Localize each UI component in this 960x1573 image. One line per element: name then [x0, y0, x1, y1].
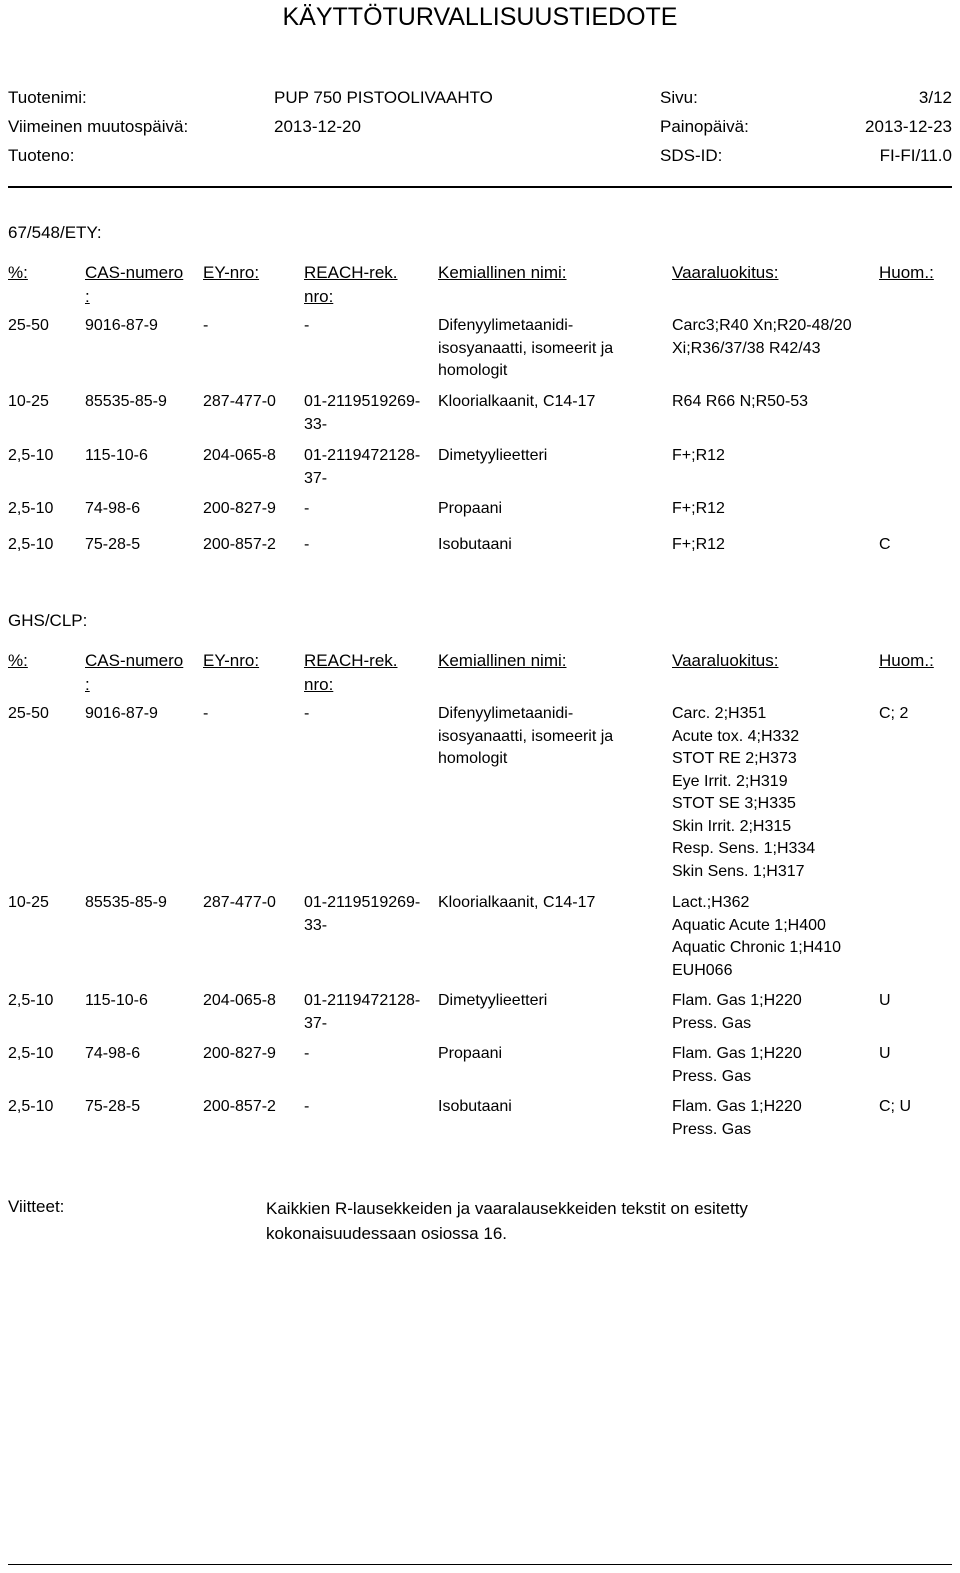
- header-cas-number: CAS-numero :: [85, 263, 184, 306]
- table-row: [8, 990, 952, 1043]
- header-row-ids: [8, 146, 952, 175]
- cell-note: C: [879, 536, 891, 553]
- cell-cas-number: 9016-87-9: [85, 317, 158, 334]
- header-chemical-name: Kemiallinen nimi:: [438, 651, 567, 670]
- table-row: [8, 534, 952, 564]
- cell-cas-number: 9016-87-9: [85, 705, 158, 722]
- header-reach-number: REACH-rek. nro:: [304, 263, 398, 306]
- cell-classification: F+;R12: [672, 447, 725, 464]
- cell-percent: 2,5-10: [8, 992, 54, 1009]
- sds-id-value: FI-FI/11.0: [879, 146, 952, 165]
- cell-reach-number: -: [304, 500, 310, 517]
- cell-ec-number: 287-477-0: [203, 393, 276, 410]
- cell-percent: 10-25: [8, 894, 49, 911]
- cell-note: [879, 391, 952, 445]
- cell-chemical-name: Difenyylimetaanidi- isosyanaatti, isomeerit ja homologit: [438, 705, 614, 767]
- product-name-label: Tuotenimi:: [8, 88, 87, 107]
- cell-reach-number: -: [304, 317, 310, 334]
- cell-reach-number: -: [304, 705, 310, 722]
- cell-reach-number: -: [304, 1098, 310, 1115]
- table-row: [8, 1043, 952, 1096]
- cell-percent: 10-25: [8, 393, 49, 410]
- revision-date-label: Viimeinen muutospäivä:: [8, 117, 189, 136]
- cell-percent: 2,5-10: [8, 1098, 54, 1115]
- header-ec-number: EY-nro:: [203, 263, 260, 282]
- cell-chemical-name: Isobutaani: [438, 1098, 512, 1115]
- ghs-clp-classification-table: [8, 649, 952, 1149]
- cell-classification: R64 R66 N;R50-53: [672, 393, 809, 410]
- section-title-dsd: 67/548/ETY:: [8, 223, 102, 242]
- cell-classification: Lact.;H362 Aquatic Acute 1;H400 Aquatic Chronic 1;H410 EUH066: [672, 894, 841, 979]
- cell-note: U: [879, 992, 891, 1009]
- document-header: [8, 88, 952, 175]
- cell-classification: Flam. Gas 1;H220 Press. Gas: [672, 1045, 802, 1085]
- cell-note: [879, 315, 952, 391]
- print-date-value: 2013-12-23: [865, 117, 952, 136]
- cell-ec-number: 200-827-9: [203, 500, 276, 517]
- cell-ec-number: 204-065-8: [203, 447, 276, 464]
- cell-reach-number: 01-2119519269- 33-: [304, 894, 421, 934]
- header-chemical-name: Kemiallinen nimi:: [438, 263, 567, 282]
- cell-classification: Carc. 2;H351 Acute tox. 4;H332 STOT RE 2;H373 Eye Irrit. 2;H319 STOT SE 3;H335 Skin Irrit. 2;H315 Resp. Sens. 1;H334 Skin Sens. 1;H317: [672, 705, 816, 880]
- cell-chemical-name: Kloorialkaanit, C14-17: [438, 894, 596, 911]
- sds-id-label: SDS-ID:: [660, 146, 723, 165]
- dsd-classification-table: [8, 261, 952, 564]
- cell-classification: Flam. Gas 1;H220 Press. Gas: [672, 992, 802, 1032]
- cell-chemical-name: Difenyylimetaanidi- isosyanaatti, isomeerit ja homologit: [438, 317, 614, 379]
- table-row: [8, 498, 952, 534]
- header-percent: %:: [8, 651, 28, 670]
- cell-chemical-name: Dimetyylieetteri: [438, 447, 548, 464]
- cell-reach-number: 01-2119472128- 37-: [304, 447, 421, 487]
- table-header-row: [8, 649, 952, 703]
- cell-cas-number: 115-10-6: [85, 992, 148, 1009]
- cell-percent: 2,5-10: [8, 447, 54, 464]
- header-percent: %:: [8, 263, 28, 282]
- header-ec-number: EY-nro:: [203, 651, 260, 670]
- header-row-product: [8, 88, 952, 117]
- table-row: [8, 445, 952, 498]
- header-reach-number: REACH-rek. nro:: [304, 651, 398, 694]
- cell-note: [879, 445, 952, 498]
- section-title-ghs-clp: GHS/CLP:: [8, 611, 88, 630]
- cell-cas-number: 74-98-6: [85, 500, 141, 517]
- header-cas-number: CAS-numero :: [85, 651, 184, 694]
- cell-reach-number: 01-2119519269- 33-: [304, 393, 421, 433]
- table-row: [8, 892, 952, 990]
- table-header-row: [8, 261, 952, 315]
- product-number-label: Tuoteno:: [8, 146, 75, 165]
- cell-reach-number: -: [304, 1045, 310, 1062]
- cell-classification: F+;R12: [672, 536, 725, 553]
- table-row: [8, 315, 952, 391]
- cell-ec-number: 200-827-9: [203, 1045, 276, 1062]
- cell-ec-number: 287-477-0: [203, 894, 276, 911]
- cell-note: U: [879, 1045, 891, 1062]
- header-note: Huom.:: [879, 651, 934, 670]
- cell-reach-number: 01-2119472128- 37-: [304, 992, 421, 1032]
- page-label: Sivu:: [660, 88, 698, 107]
- cell-classification: F+;R12: [672, 500, 725, 517]
- header-note: Huom.:: [879, 263, 934, 282]
- product-name-value: PUP 750 PISTOOLIVAAHTO: [274, 88, 493, 107]
- page-title: KÄYTTÖTURVALLISUUSTIEDOTE: [282, 3, 678, 31]
- cell-percent: 25-50: [8, 705, 49, 722]
- cell-ec-number: -: [203, 705, 209, 722]
- cell-ec-number: 204-065-8: [203, 992, 276, 1009]
- header-divider: [8, 186, 952, 188]
- references-label: Viitteet:: [8, 1197, 65, 1216]
- cell-cas-number: 74-98-6: [85, 1045, 141, 1062]
- cell-ec-number: 200-857-2: [203, 1098, 276, 1115]
- cell-chemical-name: Propaani: [438, 500, 503, 517]
- cell-cas-number: 85535-85-9: [85, 894, 167, 911]
- table-row: [8, 1096, 952, 1149]
- cell-chemical-name: Kloorialkaanit, C14-17: [438, 393, 596, 410]
- cell-cas-number: 85535-85-9: [85, 393, 167, 410]
- print-date-label: Painopäivä:: [660, 117, 749, 136]
- cell-chemical-name: Dimetyylieetteri: [438, 992, 548, 1009]
- cell-ec-number: 200-857-2: [203, 536, 276, 553]
- cell-classification: Carc3;R40 Xn;R20-48/20 Xi;R36/37/38 R42/43: [672, 317, 852, 357]
- cell-note: C; U: [879, 1098, 911, 1115]
- cell-ec-number: -: [203, 317, 209, 334]
- cell-chemical-name: Propaani: [438, 1045, 503, 1062]
- page-value: 3/12: [918, 88, 952, 107]
- cell-percent: 2,5-10: [8, 500, 54, 517]
- cell-classification: Flam. Gas 1;H220 Press. Gas: [672, 1098, 802, 1138]
- cell-cas-number: 115-10-6: [85, 447, 148, 464]
- cell-percent: 2,5-10: [8, 536, 54, 553]
- cell-note: [879, 498, 952, 534]
- table-row: [8, 391, 952, 445]
- header-classification: Vaaraluokitus:: [672, 263, 779, 282]
- header-classification: Vaaraluokitus:: [672, 651, 779, 670]
- cell-chemical-name: Isobutaani: [438, 536, 512, 553]
- cell-percent: 25-50: [8, 317, 49, 334]
- revision-date-value: 2013-12-20: [274, 117, 361, 136]
- header-row-dates: [8, 117, 952, 146]
- cell-percent: 2,5-10: [8, 1045, 54, 1062]
- references-text: Kaikkien R-lausekkeiden ja vaaralausekkeiden tekstit on esitetty kokonaisuudessaan osiossa 16.: [266, 1199, 748, 1243]
- cell-note: C; 2: [879, 705, 909, 722]
- table-row: [8, 703, 952, 892]
- cell-cas-number: 75-28-5: [85, 1098, 141, 1115]
- cell-cas-number: 75-28-5: [85, 536, 141, 553]
- footer-divider: [8, 1564, 952, 1565]
- cell-note: [879, 892, 952, 990]
- cell-reach-number: -: [304, 536, 310, 553]
